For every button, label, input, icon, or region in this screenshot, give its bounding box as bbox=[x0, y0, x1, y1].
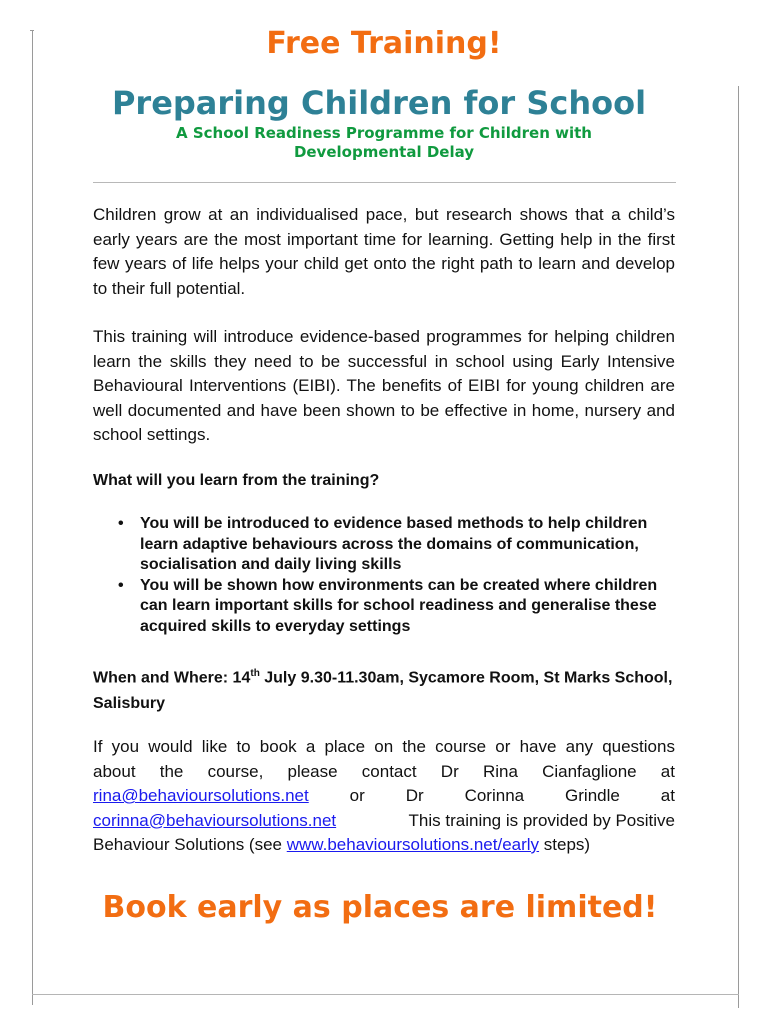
list-item bbox=[118, 514, 678, 576]
bullet-icon: • bbox=[118, 576, 124, 594]
contact-word: Cianfaglione bbox=[542, 761, 637, 781]
contact-word: course bbox=[435, 737, 487, 756]
when-and-where bbox=[93, 661, 675, 717]
crop-mark-right bbox=[738, 86, 739, 1008]
list-item bbox=[118, 576, 678, 638]
contact-word: book bbox=[259, 737, 297, 756]
contact-word: contact bbox=[361, 761, 417, 781]
contact-line-2 bbox=[93, 760, 675, 785]
page-title: Preparing Children for School bbox=[111, 84, 647, 122]
contact-word: place bbox=[324, 737, 366, 756]
contact-word: any bbox=[565, 737, 594, 756]
contact-word: the bbox=[159, 761, 184, 781]
divider bbox=[93, 182, 676, 183]
steps-text: steps) bbox=[539, 835, 591, 854]
contact-paragraph bbox=[93, 735, 675, 858]
contact-word: Dr bbox=[440, 761, 459, 781]
learn-heading: What will you learn from the training? bbox=[93, 472, 380, 489]
contact-line-3 bbox=[93, 784, 675, 809]
provider-text: This training is provided by Positive bbox=[408, 810, 675, 830]
contact-word: on bbox=[374, 737, 394, 756]
contact-word: a bbox=[305, 737, 316, 756]
contact-word: you bbox=[111, 737, 140, 756]
date-suffix: th bbox=[250, 668, 260, 679]
book-early-banner: Book early as places are limited! bbox=[102, 890, 658, 925]
contact-word: or bbox=[349, 786, 365, 805]
contact-line-4 bbox=[93, 809, 675, 834]
see-text: Behaviour Solutions (see bbox=[93, 835, 287, 854]
when-prefix: When and Where: 14 bbox=[93, 669, 251, 687]
contact-line-5 bbox=[93, 833, 675, 858]
contact-word: to bbox=[236, 737, 251, 756]
contact-word: Dr bbox=[405, 786, 424, 805]
intro-paragraph-1: Children grow at an individualised pace, but research shows that a child’s early years are the most important time for learning. Getting help in the first few years of life helps your child get onto the right path to learn and develop to their full potential. bbox=[93, 205, 675, 298]
contact-word: would bbox=[148, 737, 193, 756]
contact-word: Rina bbox=[482, 761, 518, 781]
contact-word: the bbox=[402, 737, 426, 756]
intro-paragraph-2: This training will introduce evidence-based programmes for helping children learn the skills they need to be successful in school using Early Intensive Behavioural Interventions (EIBI). The benefits of EIBI for young children are well documented and have been shown to be effective in home, nursery and school settings. bbox=[93, 327, 675, 444]
contact-word: like bbox=[201, 737, 228, 756]
free-training-banner: Free Training! bbox=[266, 26, 502, 61]
email-link-corinna[interactable]: corinna@behavioursolutions.net bbox=[93, 810, 337, 830]
list-item-text: You will be shown how environments can be created where children can learn important skills for school readiness and generalise these acquired skills to everyday settings bbox=[140, 576, 658, 635]
contact-word: please bbox=[287, 761, 338, 781]
crop-mark-left bbox=[32, 30, 33, 1005]
contact-word: course, bbox=[207, 761, 264, 781]
contact-word: Corinna bbox=[464, 786, 525, 805]
contact-word: or bbox=[495, 737, 511, 756]
page-subtitle: A School Readiness Programme for Children with Developmental Delay bbox=[176, 124, 592, 161]
learn-list bbox=[118, 514, 678, 637]
contact-word: have bbox=[519, 737, 557, 756]
crop-mark-bottom bbox=[32, 994, 739, 995]
website-link[interactable]: www.behavioursolutions.net/early bbox=[286, 835, 540, 854]
contact-word: at bbox=[660, 786, 675, 805]
list-item-text: You will be introduced to evidence based methods to help children learn adaptive behaviours across the domains of communication, socialisation and daily living skills bbox=[140, 515, 648, 573]
bullet-icon: • bbox=[118, 515, 124, 532]
contact-word: questions bbox=[602, 737, 675, 756]
contact-word: about bbox=[93, 761, 136, 781]
email-link-rina[interactable]: rina@behavioursolutions.net bbox=[93, 786, 309, 805]
contact-word: If bbox=[93, 737, 103, 756]
when-details: July 9.30-11.30am, Sycamore Room, St Marks School, Salisbury bbox=[93, 669, 673, 713]
contact-word: at bbox=[660, 761, 675, 781]
contact-line-1 bbox=[93, 735, 675, 760]
contact-word: Grindle bbox=[565, 786, 620, 805]
